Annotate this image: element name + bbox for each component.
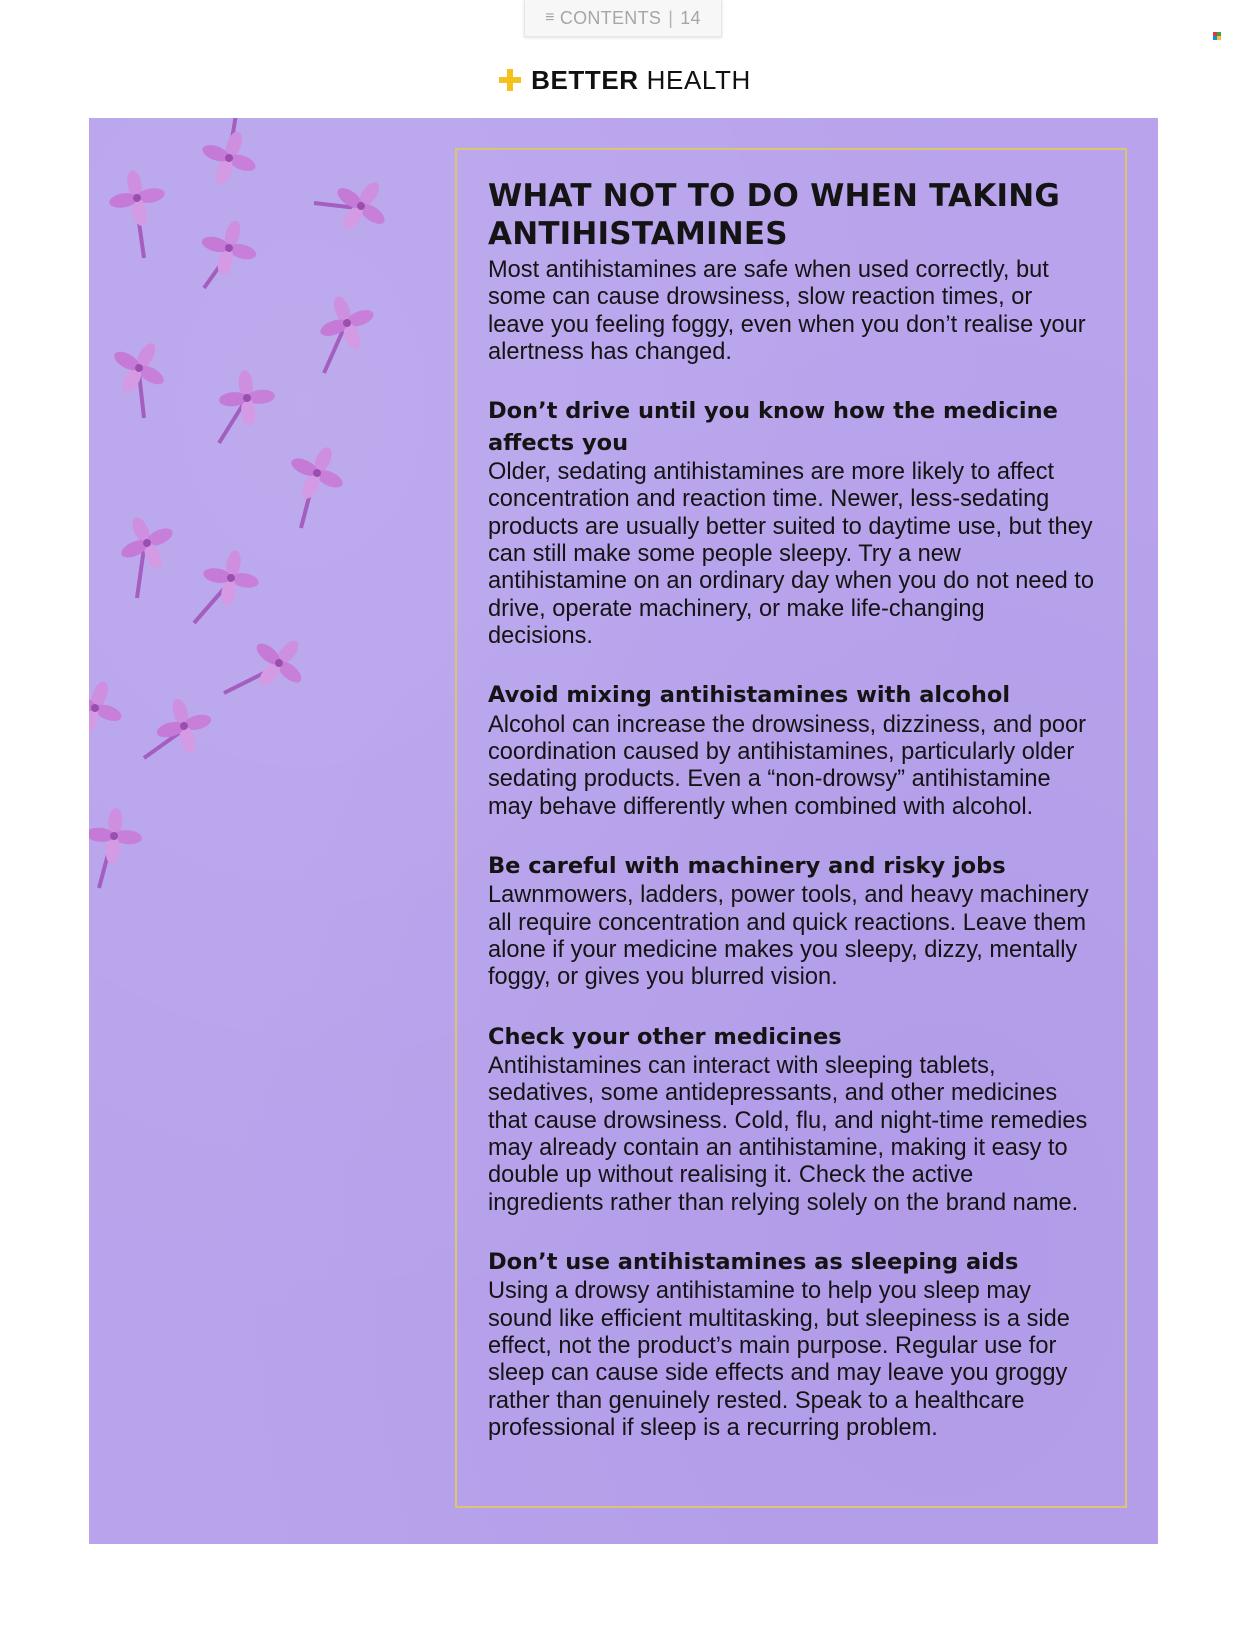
section-alcohol (488, 680, 1095, 821)
section-sleeping-aids (488, 1247, 1095, 1442)
lilac-flowers-image (89, 118, 449, 938)
section-title: Avoid mixing antihistamines with alcohol (488, 682, 1011, 709)
brand-name-light: HEALTH (646, 64, 751, 95)
section-body: Lawnmowers, ladders, power tools, and heavy machinery all require concentration and quick reactions. Leave them alone if your medicine makes you sleepy, dizzy, mentally foggy, or gives you blurred vision. (488, 882, 1089, 991)
article-heading: WHAT NOT TO DO WHEN TAKING ANTIHISTAMINES (488, 178, 1060, 252)
brand-name-bold: BETTER (531, 64, 639, 95)
section-machinery (488, 851, 1095, 992)
section-title: Don’t drive until you know how the medicine affects you (488, 398, 1058, 456)
contents-separator: | (668, 7, 674, 28)
page-number: 14 (680, 7, 701, 28)
section-drive (488, 396, 1095, 650)
corner-color-mark-icon (1213, 32, 1221, 40)
hamburger-menu-icon: ≡ (545, 9, 555, 26)
section-body: Alcohol can increase the drowsiness, dizziness, and poor coordination caused by antihistamines, particularly older sedating products. Even a “non-drowsy” antihistamine may behave differently when combined with alcohol. (488, 711, 1087, 820)
section-other-medicines (488, 1022, 1095, 1217)
section-title: Be careful with machinery and risky jobs (488, 852, 1006, 879)
article-intro: Most antihistamines are safe when used correctly, but some can cause drowsiness, slow reaction times, or leave you feeling foggy, even when you don’t realise your alertness has changed. (488, 257, 1086, 365)
section-body: Using a drowsy antihistamine to help you sleep may sound like efficient multitasking, but sleepiness is a side effect, not the product’s main purpose. Regular use for sleep can cause side effects and may leave you groggy rather than genuinely rested. Speak to a healthcare professional if sleep is a recurring problem. (488, 1278, 1070, 1441)
section-title: Don’t use antihistamines as sleeping aids (488, 1248, 1019, 1275)
section-body: Older, sedating antihistamines are more likely to affect concentration and reaction time. Newer, less-sedating products are usually better suited to daytime use, but they can still make some people sleepy. Try a new antihistamine on an ordinary day when you do not need to drive, operate machinery, or make life-changing decisions. (488, 459, 1094, 649)
section-body: Antihistamines can interact with sleeping tablets, sedatives, some antidepressants, and other medicines that cause drowsiness. Cold, flu, and night-time remedies may already contain an antihistamine, making it easy to double up without realising it. Check the active ingredients rather than relying solely on the brand name. (488, 1053, 1088, 1216)
brand-header (0, 62, 1250, 98)
contents-bar[interactable] (524, 0, 722, 37)
article-content-box (455, 148, 1127, 1508)
medical-cross-icon (499, 69, 521, 91)
section-title: Check your other medicines (488, 1023, 842, 1050)
contents-label: CONTENTS (559, 7, 662, 28)
